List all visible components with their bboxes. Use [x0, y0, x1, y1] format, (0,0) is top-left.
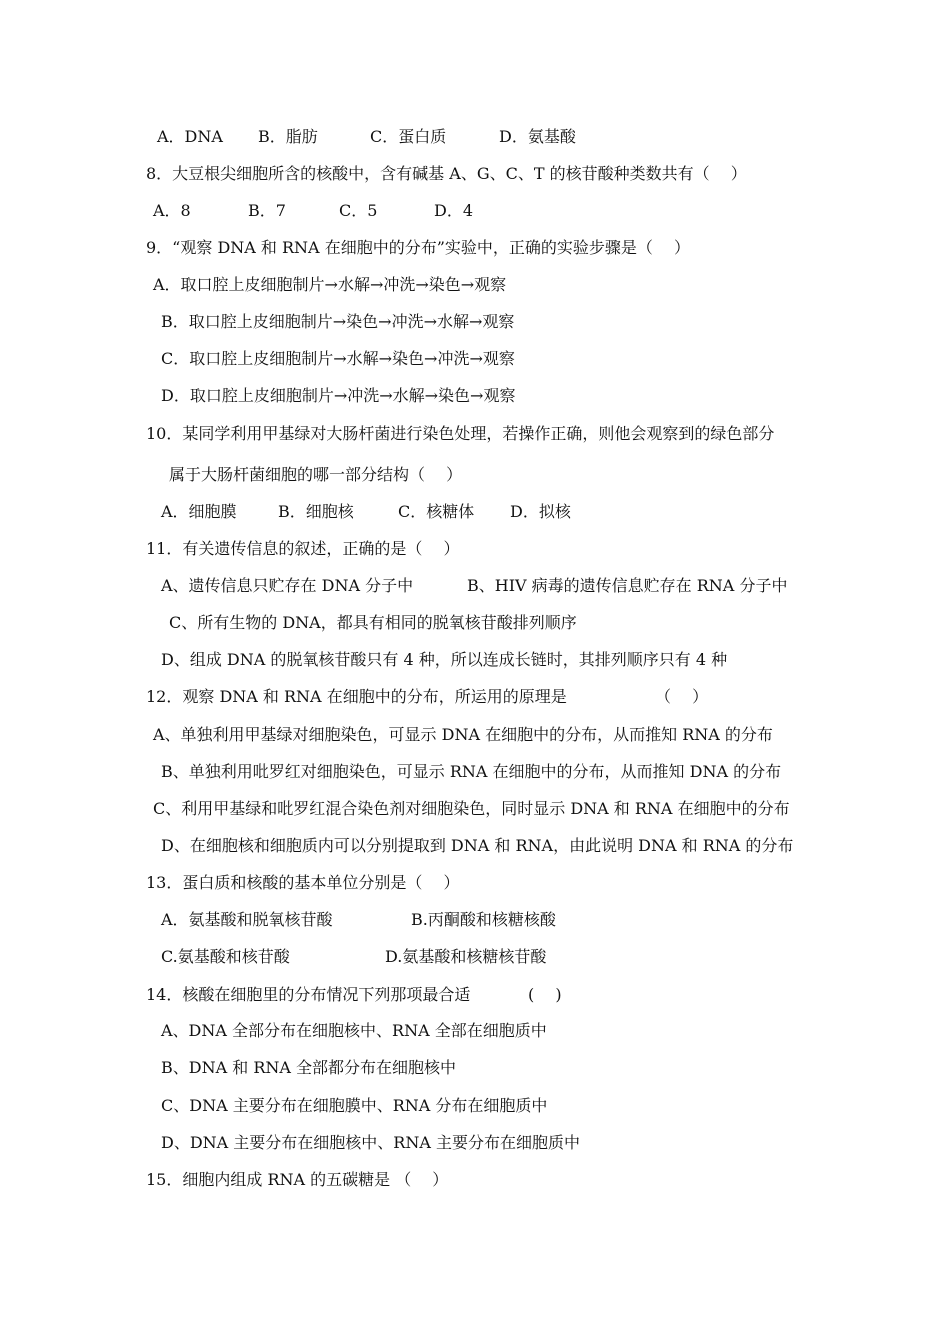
q10-option-c: C．核糖体 — [398, 502, 475, 521]
q10-stem-line1: 10．某同学利用甲基绿对大肠杆菌进行染色处理，若操作正确，则他会观察到的绿色部分 — [146, 424, 775, 443]
q14-option-c: C、DNA 主要分布在细胞膜中、RNA 分布在细胞质中 — [161, 1096, 548, 1115]
q11-option-a: A、遗传信息只贮存在 DNA 分子中 — [161, 576, 414, 595]
q11-stem: 11．有关遗传信息的叙述，正确的是（ ） — [146, 539, 460, 558]
q8-option-a: A．8 — [153, 201, 191, 220]
q12-option-c: C、利用甲基绿和吡罗红混合染色剂对细胞染色，同时显示 DNA 和 RNA 在细胞中的分布 — [153, 799, 790, 818]
q14-option-a: A、DNA 全部分布在细胞核中、RNA 全部在细胞质中 — [161, 1021, 547, 1040]
q9-option-b: B．取口腔上皮细胞制片→染色→冲洗→水解→观察 — [161, 312, 515, 331]
q9-stem: 9．“观察 DNA 和 RNA 在细胞中的分布”实验中，正确的实验步骤是（ ） — [146, 238, 690, 257]
q10-option-a: A．细胞膜 — [161, 502, 237, 521]
q10-option-b: B．细胞核 — [278, 502, 354, 521]
q10-stem-line2: 属于大肠杆菌细胞的哪一部分结构（ ） — [169, 465, 463, 484]
q7-option-c: C．蛋白质 — [370, 127, 447, 146]
q13-stem: 13．蛋白质和核酸的基本单位分别是（ ） — [146, 873, 460, 892]
q11-option-d: D、组成 DNA 的脱氧核苷酸只有 4 种，所以连成长链时，其排列顺序只有 4 种 — [161, 650, 728, 669]
q7-option-d: D．氨基酸 — [499, 127, 576, 146]
q12-stem: 12．观察 DNA 和 RNA 在细胞中的分布，所运用的原理是 — [146, 687, 567, 706]
q12-option-a: A、单独利用甲基绿对细胞染色，可显示 DNA 在细胞中的分布，从而推知 RNA 的分布 — [153, 725, 773, 744]
q15-stem: 15．细胞内组成 RNA 的五碳糖是 （ ） — [146, 1170, 449, 1189]
q9-option-d: D．取口腔上皮细胞制片→冲洗→水解→染色→观察 — [161, 386, 516, 405]
q7-option-b: B．脂肪 — [258, 127, 318, 146]
q14-answer-bracket: ( ) — [528, 985, 562, 1004]
q13-option-a: A．氨基酸和脱氧核苷酸 — [161, 910, 333, 929]
q12-option-d: D、在细胞核和细胞质内可以分别提取到 DNA 和 RNA，由此说明 DNA 和 RNA 的分布 — [161, 836, 794, 855]
q9-option-a: A．取口腔上皮细胞制片→水解→冲洗→染色→观察 — [153, 275, 507, 294]
q13-option-c: C.氨基酸和核苷酸 — [161, 947, 290, 966]
q14-stem: 14．核酸在细胞里的分布情况下列那项最合适 — [146, 985, 471, 1004]
q14-option-d: D、DNA 主要分布在细胞核中、RNA 主要分布在细胞质中 — [161, 1133, 580, 1152]
q13-option-d: D.氨基酸和核糖核苷酸 — [385, 947, 547, 966]
q8-option-b: B．7 — [248, 201, 286, 220]
q12-answer-bracket: （ ） — [655, 687, 709, 706]
q12-option-b: B、单独利用吡罗红对细胞染色，可显示 RNA 在细胞中的分布，从而推知 DNA 的分布 — [161, 762, 782, 781]
q8-stem: 8．大豆根尖细胞所含的核酸中，含有碱基 A、G、C、T 的核苷酸种类数共有（ ） — [146, 164, 747, 183]
q8-option-c: C．5 — [339, 201, 378, 220]
q14-option-b: B、DNA 和 RNA 全部都分布在细胞核中 — [161, 1058, 457, 1077]
q13-option-b: B.丙酮酸和核糖核酸 — [411, 910, 556, 929]
q7-option-a: A．DNA — [157, 127, 223, 146]
q11-option-b: B、HIV 病毒的遗传信息贮存在 RNA 分子中 — [467, 576, 788, 595]
q9-option-c: C．取口腔上皮细胞制片→水解→染色→冲洗→观察 — [161, 349, 515, 368]
q8-option-d: D．4 — [434, 201, 474, 220]
q11-option-c: C、所有生物的 DNA，都具有相同的脱氧核苷酸排列顺序 — [169, 613, 577, 632]
q10-option-d: D．拟核 — [510, 502, 571, 521]
